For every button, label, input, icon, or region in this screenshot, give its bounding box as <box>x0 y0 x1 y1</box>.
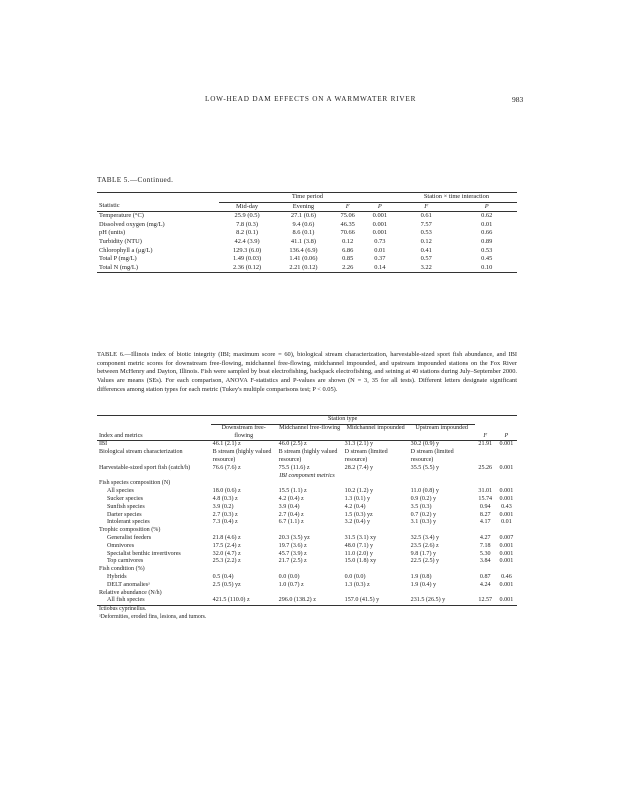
cell-value: 0.001 <box>499 488 514 495</box>
table6-row <box>97 465 517 473</box>
cell-value: 0.10 <box>456 264 517 273</box>
table6-row <box>97 551 517 559</box>
cell-value: 7.57 <box>420 220 432 228</box>
table6-col-header: P <box>496 424 517 441</box>
cell-value: 46.35 <box>340 220 355 228</box>
cell-value: 0.43 <box>501 503 512 510</box>
cell-value: 25.26 <box>478 464 493 471</box>
cell-value: 1.41 (0.06) <box>289 255 318 263</box>
cell-value: 1.5 (0.3) yz <box>344 511 373 518</box>
table5-row <box>97 212 517 221</box>
cell-value: 46.0 (2.5) z <box>278 441 307 448</box>
table5-header-row <box>97 202 517 212</box>
cell-value: 11.0 (0.8) y <box>410 488 439 495</box>
table5-row <box>97 229 517 238</box>
row-label: Sunfish species <box>107 503 145 510</box>
cell-value: 0.12 <box>342 237 354 245</box>
component-heading: IBI component metrics <box>279 472 335 479</box>
cell-value: 10.2 (1.2) y <box>344 488 374 495</box>
cell-value: 9.4 (0.6) <box>292 220 315 228</box>
cell-value: 48.0 (7.1) y <box>344 542 374 549</box>
table6-col-header: F <box>475 424 496 441</box>
cell-value: 7.8 (0.3) <box>236 220 258 228</box>
cell-value: 0.62 <box>481 212 493 220</box>
cell-value: 4.24 <box>479 581 491 588</box>
footnote: ᵃDeformities, eroded fins, lesions, and tumors. <box>99 613 207 620</box>
cell-value: 7.18 <box>479 542 491 549</box>
table5-row <box>97 264 517 273</box>
cell-value: 2.5 (0.5) yz <box>212 581 241 588</box>
table6-row <box>97 449 517 465</box>
table6-row <box>97 543 517 551</box>
cell-value: 3.2 (0.4) y <box>344 519 371 526</box>
cell-value: 4.17 <box>479 519 491 526</box>
row-label: Sucker species <box>107 495 144 502</box>
table6-row <box>97 535 517 543</box>
cell-value: 19.7 (3.6) z <box>278 542 307 549</box>
table6-header-row <box>97 424 517 441</box>
cell-value: 0.001 <box>499 581 514 588</box>
table5-col-header: F <box>396 202 457 212</box>
cell-value: 27.1 (0.6) <box>290 212 316 220</box>
cell-value: 0.001 <box>499 558 514 565</box>
table6 <box>97 415 517 622</box>
cell-value: 0.01 <box>374 246 386 254</box>
table6-col-header: Midchannel free-flowing <box>277 424 343 441</box>
cell-value: 7.3 (0.4) z <box>212 519 238 526</box>
cell-value: 22.5 (2.5) y <box>410 558 440 565</box>
table6-footnote-row <box>97 606 517 614</box>
row-label: IBI <box>99 441 108 448</box>
table5-group-header-row <box>97 193 517 203</box>
cell-value: 15.0 (1.8) xy <box>344 558 377 565</box>
cell-value: 0.001 <box>372 212 388 220</box>
table6-row <box>97 582 517 590</box>
row-label: All species <box>107 488 134 495</box>
cell-value: 15.5 (1.1) z <box>278 488 307 495</box>
row-label: Top carnivores <box>107 558 144 565</box>
cell-value: 42.4 (3.9) <box>234 237 260 245</box>
cell-value: 0.001 <box>499 511 514 518</box>
table5-row <box>97 238 517 247</box>
row-label: pH (units) <box>99 229 126 237</box>
table5-col-header: Statistic <box>97 202 219 212</box>
table6-row <box>97 488 517 496</box>
cell-value: 0.01 <box>501 519 512 526</box>
row-label: Intolerant species <box>107 519 150 526</box>
cell-value: 0.37 <box>374 255 386 263</box>
cell-value <box>496 449 517 465</box>
table6-section-heading-row <box>97 480 517 488</box>
table5-group-time-period: Time period <box>219 193 396 203</box>
row-label: All fish species <box>97 597 211 605</box>
table5-col-header: F <box>332 202 364 212</box>
cell-value: 9.8 (1.7) y <box>410 550 437 557</box>
cell-value: 21.8 (4.6) z <box>212 534 241 541</box>
cell-value: 18.0 (0.6) z <box>212 488 241 495</box>
row-label: Specialist benthic invertivores <box>107 550 181 557</box>
cell-value: 0.85 <box>342 255 354 263</box>
table5-col-header: Mid-day <box>219 202 275 212</box>
cell-value: 70.66 <box>340 229 355 237</box>
cell-value: 421.5 (110.0) z <box>211 597 277 605</box>
cell-value: 0.89 <box>481 237 493 245</box>
cell-value: 0.9 (0.2) y <box>410 495 437 502</box>
cell-value: D stream (limited resource) <box>344 449 388 463</box>
row-label: DELT anomaliesᵃ <box>107 581 150 588</box>
cell-value: 0.41 <box>420 246 432 254</box>
cell-value: 0.001 <box>496 597 517 605</box>
cell-value: 20.3 (3.5) yz <box>278 534 310 541</box>
page-number: 983 <box>512 95 524 104</box>
cell-value: 4.8 (0.3) z <box>212 495 238 502</box>
cell-value: 3.1 (0.3) y <box>410 519 437 526</box>
cell-value: 1.49 (0.03) <box>232 255 262 263</box>
cell-value: 76.6 (7.6) z <box>212 464 241 471</box>
cell-value: 0.66 <box>481 229 493 237</box>
cell-value: 3.22 <box>396 264 457 273</box>
cell-value: 0.46 <box>501 573 512 580</box>
cell-value: 8.2 (0.1) <box>236 229 258 237</box>
row-label: Omnivores <box>107 542 135 549</box>
cell-value: 0.0 (0.0) <box>278 573 300 580</box>
cell-value: 129.3 (6.0) <box>232 246 262 254</box>
cell-value: 3.9 (0.2) <box>212 503 234 510</box>
cell-value: 0.007 <box>499 534 514 541</box>
table6-group-station-type: Station type <box>211 416 475 425</box>
table6-section-heading-row <box>97 566 517 574</box>
cell-value: B stream (highly valued resource) <box>212 449 272 463</box>
cell-value: 30.2 (0.9) y <box>410 441 440 448</box>
row-label: Turbidity (NTU) <box>99 237 142 245</box>
section-heading: Fish condition (%) <box>99 566 145 573</box>
cell-value: 296.0 (138.2) z <box>277 597 343 605</box>
cell-value: 0.53 <box>481 246 493 254</box>
cell-value: 0.01 <box>481 220 493 228</box>
row-label: Hybrids <box>107 573 127 580</box>
cell-value: 4.27 <box>479 534 491 541</box>
cell-value: 46.1 (2.1) z <box>212 441 241 448</box>
cell-value: 75.06 <box>340 212 355 220</box>
cell-value: 157.0 (41.5) y <box>343 597 409 605</box>
cell-value: 3.9 (0.4) <box>278 503 300 510</box>
cell-value: 1.3 (0.1) y <box>344 495 371 502</box>
table5-caption: TABLE 5.—Continued. <box>97 176 174 184</box>
cell-value: 0.001 <box>372 220 388 228</box>
cell-value: 1.9 (0.4) y <box>410 581 437 588</box>
row-label: Generalist feeders <box>107 534 152 541</box>
cell-value: 15.74 <box>478 495 493 502</box>
table5-col-header: P <box>364 202 396 212</box>
cell-value: 5.30 <box>479 550 491 557</box>
cell-value: 31.3 (2.1) y <box>344 441 374 448</box>
cell-value: 3.84 <box>479 558 491 565</box>
cell-value: 0.001 <box>499 550 514 557</box>
table6-caption: TABLE 6.—Illinois index of biotic integrity (IBI; maximum score = 60), biological stream characterization, harvestable-sized sport fish abundance, and IBI component metric scores for downstream free-flowing, midchannel free-flowing, midchannel impounded, and upstream impounded stations on the Fox River between McHenry and Dayton, Illinois. Fish were sampled by boat electrofishing, backpack electrofishing, and seining at 40 stations during July–September 2000. Values are means (SEs). For each comparison, ANOVA F-statistics and P-values are shown (N = 3, 35 for all tests). Different letters designate significant differences among station types for each metric (Tukey's multiple comparisons test; P < 0.05). <box>97 351 517 393</box>
cell-value: 25.9 (0.5) <box>234 212 260 220</box>
section-heading: Relative abundance (N/h) <box>99 589 162 596</box>
cell-value: 6.7 (1.1) z <box>278 519 304 526</box>
row-label: Chlorophyll a (μg/L) <box>99 246 153 254</box>
row-label: Biological stream characterization <box>99 449 183 456</box>
table6-row <box>97 496 517 504</box>
cell-value: 0.001 <box>499 464 514 471</box>
cell-value: 0.001 <box>499 495 514 502</box>
cell-value: 0.73 <box>374 237 386 245</box>
table6-col-header: Upstream impounded <box>409 424 475 441</box>
cell-value: 31.01 <box>478 488 493 495</box>
cell-value: 21.91 <box>478 441 493 448</box>
cell-value: 2.7 (0.3) z <box>212 511 238 518</box>
cell-value: 35.5 (5.5) y <box>410 464 440 471</box>
cell-value: 12.57 <box>475 597 496 605</box>
cell-value: 2.7 (0.4) z <box>278 511 304 518</box>
table6-row <box>97 512 517 520</box>
section-heading: Fish species composition (N) <box>99 480 171 487</box>
table6-col-header: Midchannel impounded <box>343 424 409 441</box>
table5 <box>97 192 517 273</box>
cell-value: 0.001 <box>499 441 514 448</box>
cell-value: 41.1 (3.8) <box>290 237 316 245</box>
cell-value: 0.87 <box>479 573 491 580</box>
table6-row <box>97 519 517 527</box>
cell-value: 1.3 (0.3) z <box>344 581 370 588</box>
cell-value <box>475 449 496 465</box>
row-label: Harvestable-sized sport fish (catch/h) <box>99 464 191 471</box>
cell-value: D stream (limited resource) <box>410 449 454 463</box>
cell-value: 0.7 (0.2) y <box>410 511 437 518</box>
table5-row <box>97 247 517 256</box>
cell-value: 0.0 (0.0) <box>344 573 366 580</box>
table6-col-header: Downstream free-flowing <box>211 424 277 441</box>
table6-col-header: Index and metrics <box>97 424 211 441</box>
cell-value: B stream (highly valued resource) <box>278 449 338 463</box>
cell-value: 0.94 <box>479 503 491 510</box>
cell-value: 1.9 (0.8) <box>410 573 432 580</box>
cell-value: 0.001 <box>372 229 388 237</box>
cell-value: 0.001 <box>499 542 514 549</box>
cell-value: 0.61 <box>420 212 432 220</box>
cell-value: 136.4 (6.9) <box>289 246 318 254</box>
cell-value: 31.5 (3.1) xy <box>344 534 377 541</box>
table5-col-header: P <box>456 202 517 212</box>
cell-value: 32.5 (3.4) y <box>410 534 440 541</box>
cell-value: 25.3 (2.2) z <box>212 558 241 565</box>
cell-value: 0.45 <box>481 255 493 263</box>
table6-section-heading-row <box>97 527 517 535</box>
cell-value: 2.36 (0.12) <box>219 264 275 273</box>
cell-value: 4.2 (0.4) <box>344 503 366 510</box>
table6-row <box>97 574 517 582</box>
cell-value: 1.0 (0.7) z <box>278 581 304 588</box>
row-label: Total P (mg/L) <box>99 255 137 263</box>
cell-value: 2.26 <box>332 264 364 273</box>
table5-group-interaction: Station × time interaction <box>396 193 517 203</box>
table6-group-header-row <box>97 416 517 425</box>
cell-value: 6.86 <box>342 246 354 254</box>
cell-value: 0.14 <box>364 264 396 273</box>
cell-value: 21.7 (2.5) z <box>278 558 307 565</box>
cell-value: 45.7 (3.9) z <box>278 550 307 557</box>
cell-value: 32.0 (4.7) z <box>212 550 241 557</box>
row-label: Darter species <box>107 511 142 518</box>
cell-value: 0.53 <box>420 229 432 237</box>
cell-value: 0.5 (0.4) <box>212 573 234 580</box>
table6-row <box>97 558 517 566</box>
cell-value: 3.5 (0.3) <box>410 503 432 510</box>
cell-value: 8.27 <box>479 511 491 518</box>
cell-value: 0.57 <box>420 255 432 263</box>
cell-value: 0.12 <box>420 237 432 245</box>
row-label: Dissolved oxygen (mg/L) <box>99 220 165 228</box>
table6-row <box>97 504 517 512</box>
cell-value: 4.2 (0.4) z <box>278 495 304 502</box>
footnote: Ictiobus cyprinellus. <box>99 606 147 613</box>
cell-value: 23.5 (2.6) z <box>410 542 439 549</box>
running-title: LOW-HEAD DAM EFFECTS ON A WARMWATER RIVER <box>205 95 417 103</box>
table6-row <box>97 441 517 449</box>
table5-row <box>97 255 517 264</box>
row-label: Total N (mg/L) <box>97 264 219 273</box>
cell-value: 11.0 (2.0) y <box>344 550 373 557</box>
table5-col-header: Evening <box>275 202 331 212</box>
table6-row <box>97 597 517 605</box>
cell-value: 231.5 (26.5) y <box>409 597 475 605</box>
table6-footnote-row <box>97 614 517 622</box>
section-heading: Trophic composition (%) <box>99 527 161 534</box>
cell-value: 2.21 (0.12) <box>275 264 331 273</box>
row-label: Temperature (°C) <box>99 212 144 220</box>
cell-value: 17.5 (2.4) z <box>212 542 241 549</box>
cell-value: 28.2 (7.4) y <box>344 464 374 471</box>
cell-value: 8.6 (0.1) <box>292 229 315 237</box>
cell-value: 75.5 (11.6) z <box>278 464 310 471</box>
table5-row <box>97 221 517 230</box>
